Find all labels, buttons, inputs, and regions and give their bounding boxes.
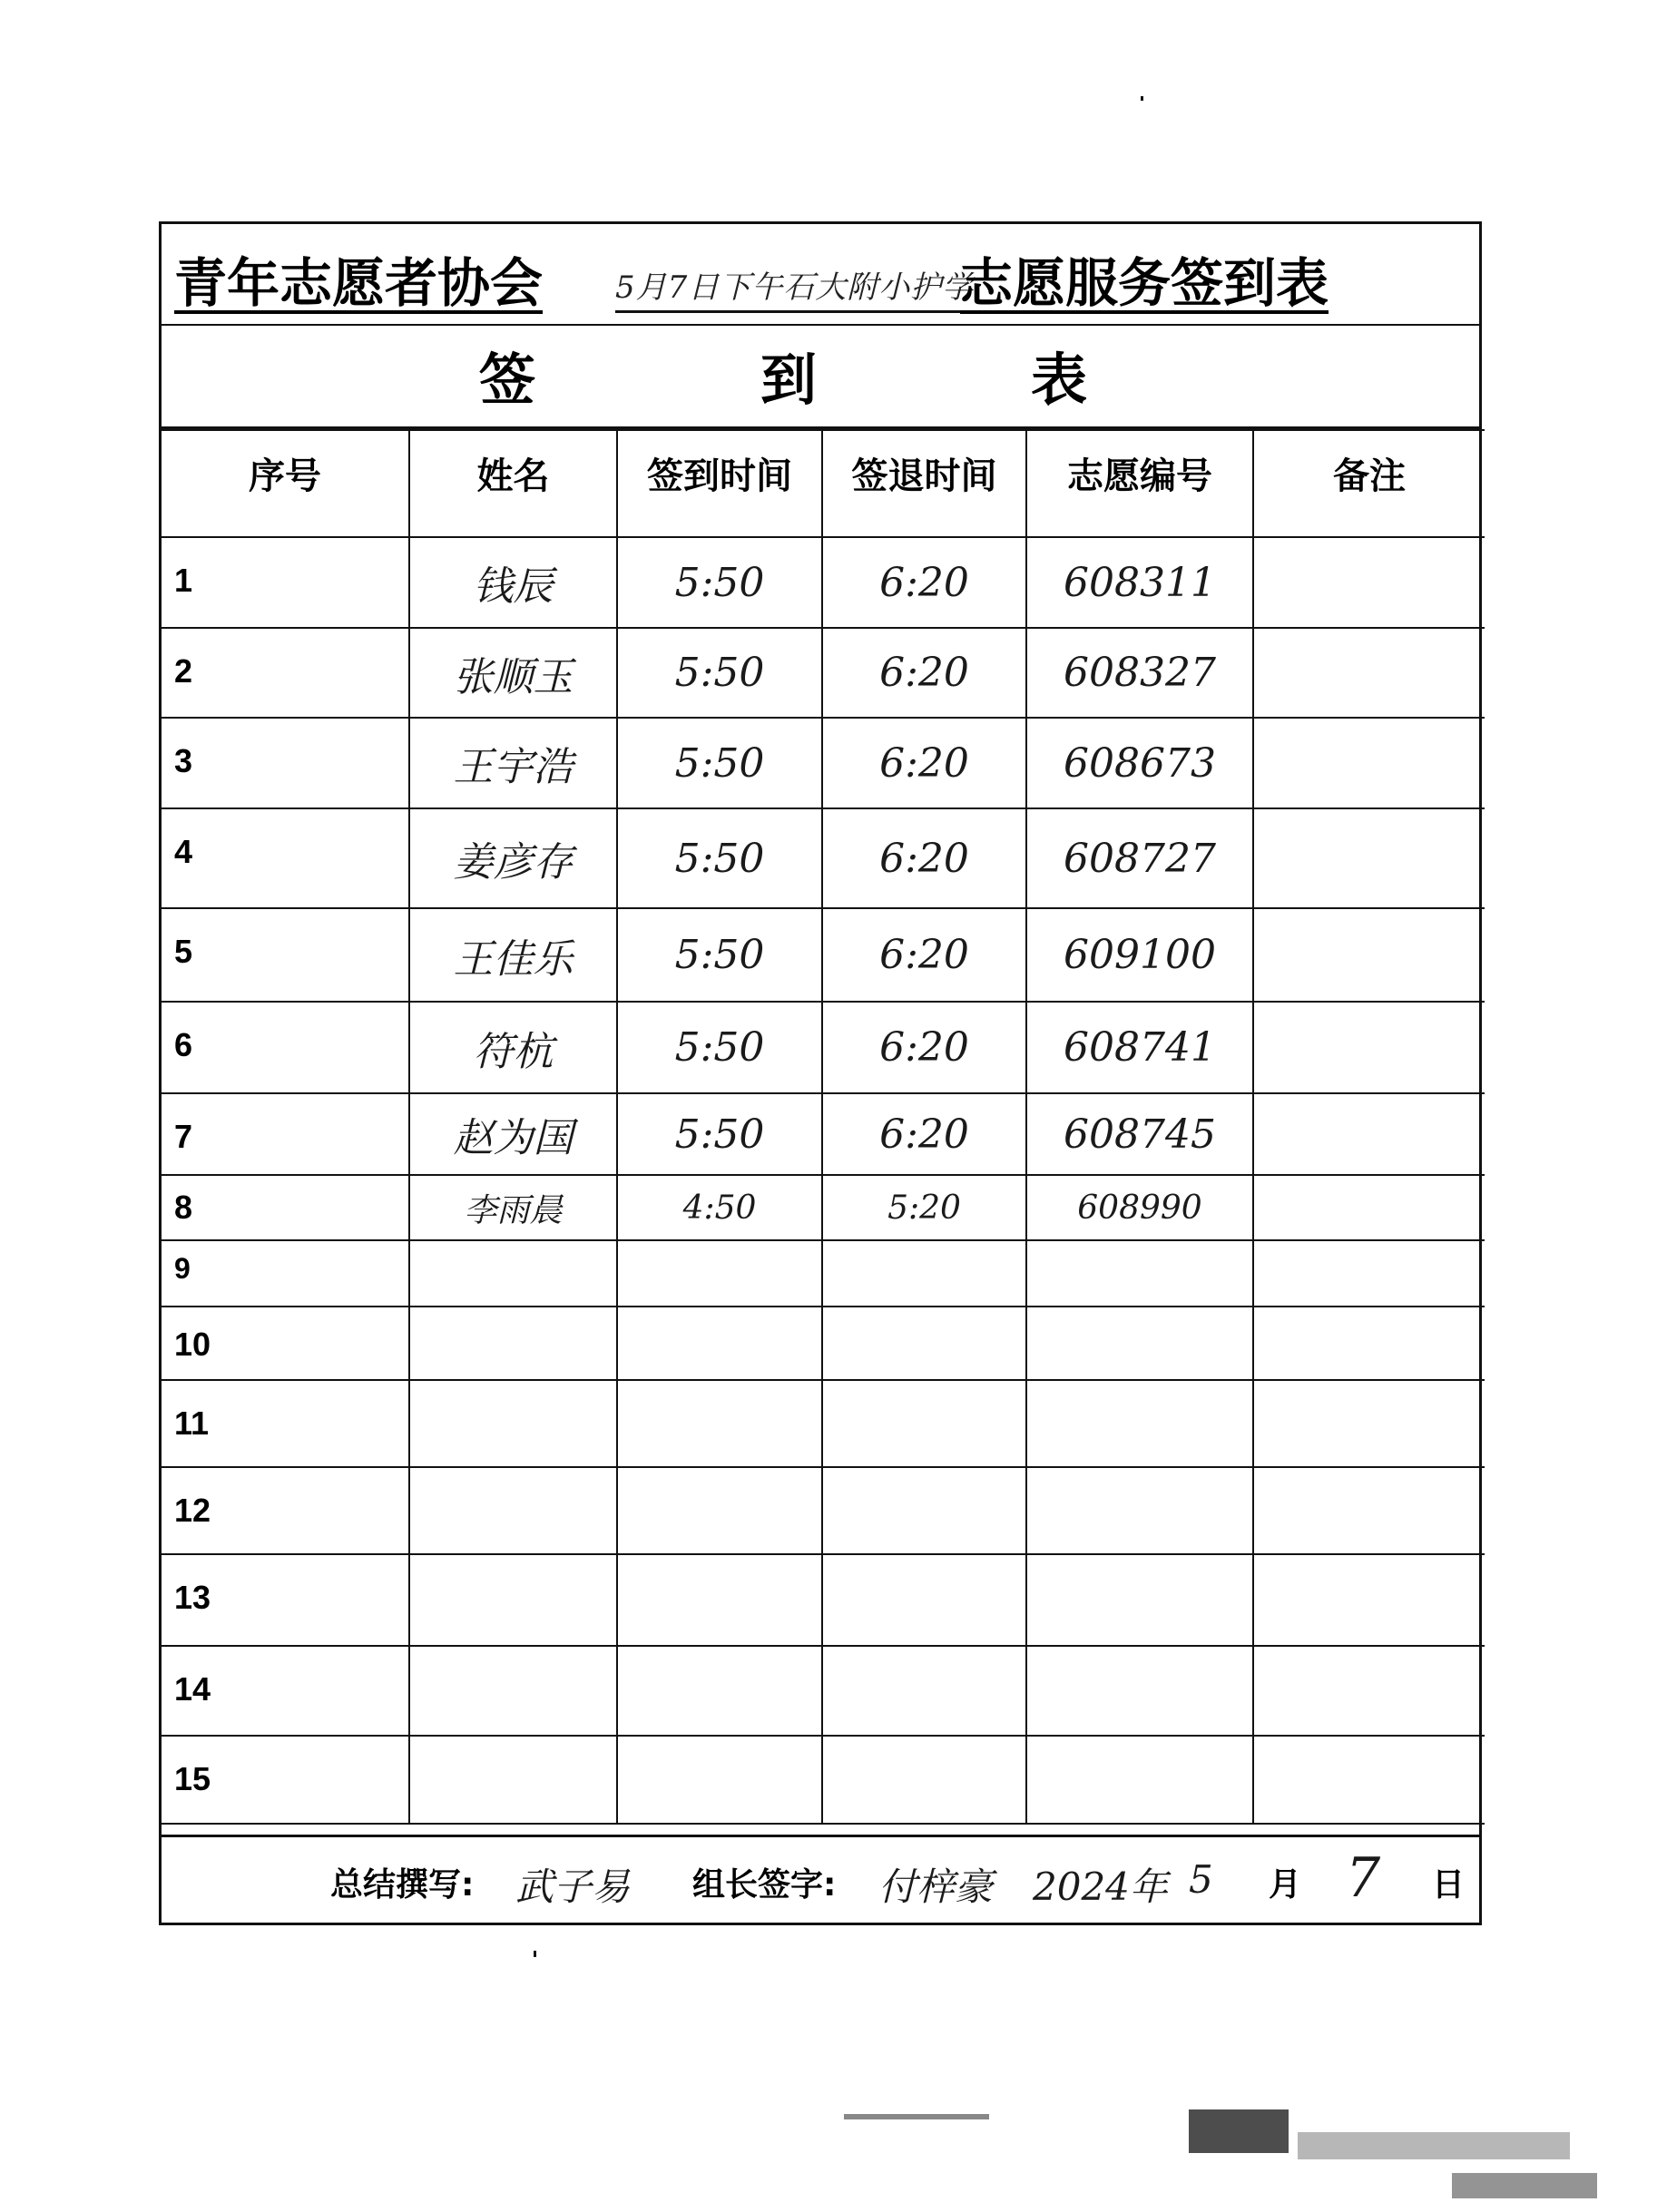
row-sign-out: 6:20 — [822, 537, 1026, 628]
row-sign-out — [822, 1646, 1026, 1736]
summary-writer-signature: 武子易 — [515, 1865, 631, 1909]
row-volunteer-id: 608327 — [1026, 628, 1253, 718]
row-volunteer-id — [1026, 1736, 1253, 1824]
table-row — [162, 1002, 1485, 1093]
row-sign-out — [822, 1240, 1026, 1307]
row-volunteer-id — [1026, 1307, 1253, 1380]
row-note — [1253, 1093, 1485, 1175]
table-row — [162, 537, 1485, 628]
table-row — [162, 718, 1485, 808]
row-sign-in — [617, 1736, 822, 1824]
row-name: 赵为国 — [409, 1093, 617, 1175]
row-volunteer-id — [1026, 1554, 1253, 1646]
row-volunteer-id — [1026, 1240, 1253, 1307]
title-form-name: 志愿服务签到表 — [960, 252, 1329, 314]
row-sign-out — [822, 1307, 1026, 1380]
table-row — [162, 1646, 1485, 1736]
row-volunteer-id — [1026, 1646, 1253, 1736]
footer-row — [162, 1835, 1479, 1923]
row-note — [1253, 1307, 1485, 1380]
row-index: 3 — [162, 718, 409, 808]
subtitle-char-3: 表 — [1031, 347, 1088, 413]
header-note: 备注 — [1253, 430, 1485, 537]
date-month-value: 5 — [1189, 1857, 1213, 1902]
row-note — [1253, 628, 1485, 718]
row-sign-out: 6:20 — [822, 808, 1026, 908]
row-sign-out — [822, 1736, 1026, 1824]
row-sign-out: 6:20 — [822, 718, 1026, 808]
row-sign-in: 5:50 — [617, 1093, 822, 1175]
row-index: 10 — [162, 1307, 409, 1380]
title-handwritten-event: 5月7日下午石大附小护学 — [615, 262, 974, 313]
row-sign-in: 5:50 — [617, 537, 822, 628]
table-row — [162, 1380, 1485, 1467]
row-name — [409, 1307, 617, 1380]
row-index: 12 — [162, 1467, 409, 1554]
row-volunteer-id: 608741 — [1026, 1002, 1253, 1093]
table-row — [162, 628, 1485, 718]
row-index: 1 — [162, 537, 409, 628]
row-note — [1253, 1175, 1485, 1240]
row-name: 王佳乐 — [409, 908, 617, 1002]
header-volunteer-id: 志愿编号 — [1026, 430, 1253, 537]
table-row — [162, 1467, 1485, 1554]
date-day-label: 日 — [1432, 1866, 1466, 1904]
row-index: 15 — [162, 1736, 409, 1824]
row-index: 2 — [162, 628, 409, 718]
row-sign-out: 6:20 — [822, 908, 1026, 1002]
row-volunteer-id: 608745 — [1026, 1093, 1253, 1175]
row-sign-out: 5:20 — [822, 1175, 1026, 1240]
row-note — [1253, 1646, 1485, 1736]
row-sign-out: 6:20 — [822, 1093, 1026, 1175]
row-name — [409, 1467, 617, 1554]
row-sign-in — [617, 1307, 822, 1380]
row-name — [409, 1646, 617, 1736]
date-day-value: 7 — [1346, 1846, 1381, 1910]
row-name — [409, 1554, 617, 1646]
row-sign-out — [822, 1380, 1026, 1467]
row-index: 6 — [162, 1002, 409, 1093]
row-note — [1253, 808, 1485, 908]
row-sign-out — [822, 1467, 1026, 1554]
row-sign-in — [617, 1467, 822, 1554]
scan-noise — [844, 2114, 989, 2119]
row-name: 李雨晨 — [409, 1175, 617, 1240]
row-sign-in: 5:50 — [617, 628, 822, 718]
table-row — [162, 1240, 1485, 1307]
row-name: 符杭 — [409, 1002, 617, 1093]
row-sign-in: 5:50 — [617, 1002, 822, 1093]
subtitle-row — [162, 326, 1479, 429]
scan-noise — [1298, 2132, 1570, 2159]
row-sign-out: 6:20 — [822, 628, 1026, 718]
table-row — [162, 1175, 1485, 1240]
row-sign-out: 6:20 — [822, 1002, 1026, 1093]
title-row — [162, 224, 1479, 326]
row-note — [1253, 1240, 1485, 1307]
sign-in-sheet — [159, 221, 1482, 1925]
scan-speck — [1141, 96, 1143, 101]
row-volunteer-id: 608673 — [1026, 718, 1253, 808]
header-name: 姓名 — [409, 430, 617, 537]
leader-signature: 付梓豪 — [878, 1865, 994, 1909]
row-sign-out — [822, 1554, 1026, 1646]
row-name: 王宇浩 — [409, 718, 617, 808]
row-name: 姜彦存 — [409, 808, 617, 908]
subtitle-char-1: 签 — [479, 347, 536, 413]
row-index: 11 — [162, 1380, 409, 1467]
subtitle-char-2: 到 — [760, 347, 818, 413]
row-sign-in — [617, 1380, 822, 1467]
row-volunteer-id: 608311 — [1026, 537, 1253, 628]
row-sign-in — [617, 1554, 822, 1646]
row-sign-in — [617, 1240, 822, 1307]
row-index: 4 — [162, 808, 409, 908]
table-row — [162, 1554, 1485, 1646]
row-note — [1253, 1554, 1485, 1646]
table-row — [162, 1093, 1485, 1175]
row-note — [1253, 1380, 1485, 1467]
row-note — [1253, 1467, 1485, 1554]
row-sign-in: 5:50 — [617, 908, 822, 1002]
attendance-table — [162, 429, 1485, 1825]
row-sign-in: 5:50 — [617, 808, 822, 908]
row-sign-in: 4:50 — [617, 1175, 822, 1240]
row-name — [409, 1380, 617, 1467]
summary-writer-label: 总结撰写: — [330, 1866, 475, 1904]
row-note — [1253, 537, 1485, 628]
row-note — [1253, 908, 1485, 1002]
row-volunteer-id: 608727 — [1026, 808, 1253, 908]
row-name — [409, 1736, 617, 1824]
row-index: 13 — [162, 1554, 409, 1646]
row-name: 钱辰 — [409, 537, 617, 628]
row-index: 14 — [162, 1646, 409, 1736]
table-row — [162, 908, 1485, 1002]
row-name: 张顺玉 — [409, 628, 617, 718]
row-volunteer-id: 609100 — [1026, 908, 1253, 1002]
scan-noise — [1452, 2173, 1597, 2198]
row-index: 9 — [162, 1240, 409, 1307]
row-index: 7 — [162, 1093, 409, 1175]
row-volunteer-id — [1026, 1467, 1253, 1554]
row-volunteer-id — [1026, 1380, 1253, 1467]
header-sign-in-time: 签到时间 — [617, 430, 822, 537]
leader-signature-label: 组长签字: — [692, 1866, 837, 1904]
date-year: 2024年 — [1033, 1865, 1168, 1909]
row-index: 8 — [162, 1175, 409, 1240]
table-row — [162, 808, 1485, 908]
table-header-row — [162, 430, 1485, 537]
row-note — [1253, 1002, 1485, 1093]
row-index: 5 — [162, 908, 409, 1002]
row-sign-in — [617, 1646, 822, 1736]
table-row — [162, 1736, 1485, 1824]
table-row — [162, 1307, 1485, 1380]
row-volunteer-id: 608990 — [1026, 1175, 1253, 1240]
scan-speck — [534, 1951, 536, 1957]
header-index: 序号 — [162, 430, 409, 537]
row-sign-in: 5:50 — [617, 718, 822, 808]
scan-noise — [1189, 2109, 1289, 2153]
date-month-label: 月 — [1269, 1866, 1302, 1904]
title-organization: 青年志愿者协会 — [174, 252, 544, 314]
row-note — [1253, 718, 1485, 808]
row-note — [1253, 1736, 1485, 1824]
header-sign-out-time: 签退时间 — [822, 430, 1026, 537]
row-name — [409, 1240, 617, 1307]
